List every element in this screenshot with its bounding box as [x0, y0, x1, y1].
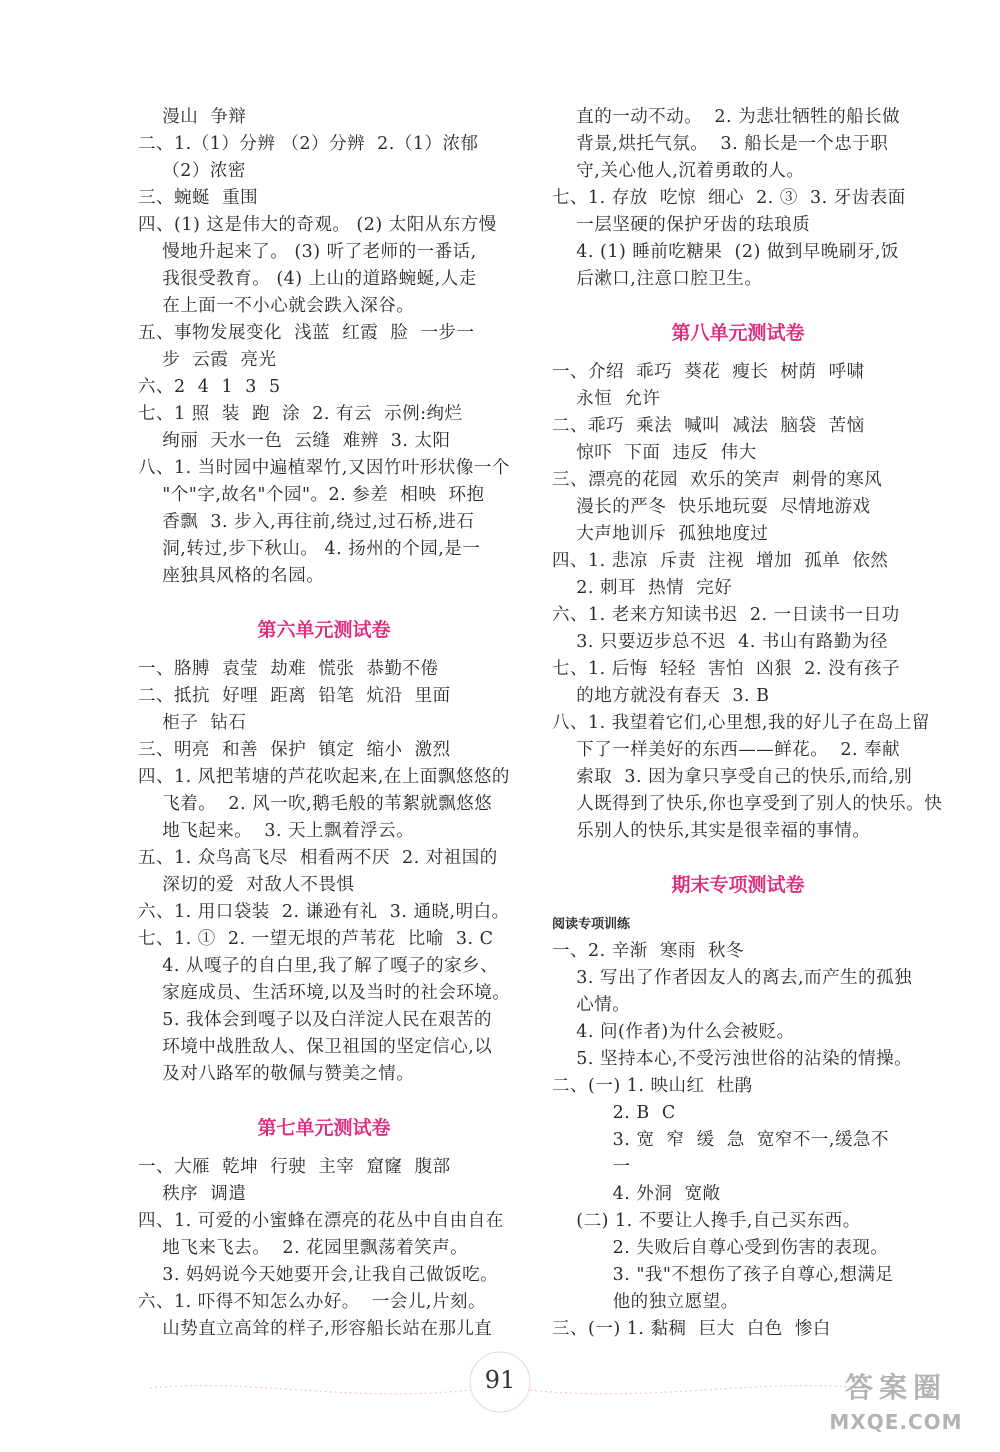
section-heading-final: 期末专项测试卷: [671, 874, 805, 896]
page-number: 91: [484, 1366, 516, 1394]
answer-line: 我很受教育。 (4) 上山的道路蜿蜒,人走: [138, 269, 477, 289]
subheading-reading-practice: 阅读专项训练: [552, 917, 631, 932]
answer-line: 六、1. 老来方知读书迟 2. 一日读书一日功: [552, 605, 900, 625]
answer-line: 七、1. 后悔 轻轻 害怕 凶狠 2. 没有孩子: [552, 659, 901, 679]
answer-line: 七、1 照 装 跑 涂 2. 有云 示例:绚烂: [138, 404, 463, 424]
answer-line: 2. 失败后自尊心受到伤害的表现。: [552, 1238, 889, 1258]
answer-line: 一层坚硬的保护牙齿的珐琅质: [552, 215, 811, 235]
answer-line: 五、事物发展变化 浅蓝 红霞 脸 一步一: [138, 323, 475, 343]
answer-line: 索取 3. 因为拿只享受自己的快乐,而给,别: [552, 767, 913, 787]
answer-line: 漫山 争辩: [138, 107, 247, 127]
answer-line: 柜子 钻石: [138, 713, 247, 733]
answer-line: 的地方就没有春天 3. B: [552, 686, 770, 706]
answer-line: 心情。: [552, 995, 631, 1015]
answer-line: 四、1. 悲凉 斥责 注视 增加 孤单 依然: [552, 551, 889, 571]
answer-line: （2）浓密: [138, 161, 246, 181]
right-column: [552, 104, 943, 1343]
answer-line: 八、1. 当时园中遍植翠竹,又因竹叶形状像一个: [138, 458, 510, 478]
answer-line: 步 云霞 亮光: [138, 350, 277, 370]
left-column: [138, 104, 510, 1343]
answer-line: "个"字,故名"个园"。2. 参差 相映 环抱: [138, 485, 485, 505]
answer-line: 三、(一) 1. 黏稠 巨大 白色 惨白: [552, 1319, 831, 1339]
answer-block-unit6: [138, 656, 510, 1088]
watermark-logo: 答案圈 MXQE.COM: [829, 1371, 963, 1434]
answer-line: 3. 妈妈说今天她要开会,让我自己做饭吃。: [138, 1265, 499, 1285]
answer-line: 一、胳膊 袁莹 劫难 慌张 恭勤不倦: [138, 659, 439, 679]
answer-line: 4. 外洞 宽敞: [552, 1184, 721, 1204]
section-heading-unit6: 第六单元测试卷: [257, 619, 391, 641]
answer-line: 3. "我"不想伤了孩子自尊心,想满足: [552, 1265, 894, 1285]
answer-line: 一、大雁 乾坤 行驶 主宰 窟窿 腹部: [138, 1157, 451, 1177]
answer-line: 四、1. 可爱的小蜜蜂在漂亮的花丛中自由自在: [138, 1211, 504, 1231]
answer-block-final: [552, 938, 924, 1343]
answer-line: 家庭成员、生活环境,以及当时的社会环境。: [138, 983, 511, 1003]
answer-line: 四、(1) 这是伟大的奇观。 (2) 太阳从东方慢: [138, 215, 497, 235]
answer-line: 2. B C: [552, 1103, 676, 1123]
answer-block-unit7: [138, 1154, 510, 1343]
answer-line: 永恒 允许: [552, 389, 661, 409]
answer-line: 后漱口,注意口腔卫生。: [552, 269, 763, 289]
answer-line: 下了一样美好的东西——鲜花。 2. 奉献: [552, 740, 901, 760]
answer-line: 七、1. ① 2. 一望无垠的芦苇花 比喻 3. C: [138, 929, 494, 949]
answer-line: 五、1. 众鸟高飞尽 相看两不厌 2. 对祖国的: [138, 848, 498, 868]
answer-line: 5. 坚持本心,不受污浊世俗的沾染的情操。: [552, 1049, 913, 1069]
answer-line: 座独具风格的名园。: [138, 566, 325, 586]
answer-line: 六、2 4 1 3 5: [138, 377, 281, 397]
answer-line: 三、明亮 和善 保护 镇定 缩小 激烈: [138, 740, 451, 760]
answer-line: 3. 宽 窄 缓 急 宽窄不一,缓急不: [552, 1130, 889, 1150]
answer-line: 3. 写出了作者因友人的离去,而产生的孤独: [552, 968, 913, 988]
answer-line: (二) 1. 不要让人搀手,自己买东西。: [552, 1211, 861, 1231]
answer-line: 3. 只要迈步总不迟 4. 书山有路勤为径: [552, 632, 888, 652]
answer-line: 八、1. 我望着它们,心里想,我的好儿子在岛上留: [552, 713, 930, 733]
answer-line: 背景,烘托气氛。 3. 船长是一个忠于职: [552, 134, 889, 154]
answer-line: 一、2. 辛渐 寒雨 秋冬: [552, 941, 745, 961]
answer-line: 香飘 3. 步入,再往前,绕过,过石桥,进石: [138, 512, 475, 532]
answer-line: 二、(一) 1. 映山红 杜鹃: [552, 1076, 753, 1096]
answer-line: 六、1. 用口袋装 2. 谦逊有礼 3. 通晓,明白。: [138, 902, 510, 922]
answer-line: 在上面一不小心就会跌入深谷。: [138, 296, 415, 316]
answer-line: 慢地升起来了。 (3) 听了老师的一番话,: [138, 242, 477, 262]
answer-line: 二、乖巧 乘法 喊叫 减法 脑袋 苦恼: [552, 416, 865, 436]
answer-line: 及对八路军的敬佩与赞美之情。: [138, 1064, 415, 1084]
section-heading-unit8: 第八单元测试卷: [671, 322, 805, 344]
answer-line: 秩序 调遣: [138, 1184, 247, 1204]
answer-line: 一、介绍 乖巧 葵花 瘦长 树荫 呼啸: [552, 362, 865, 382]
answer-line: 二、抵抗 好哩 距离 铅笔 炕沿 里面: [138, 686, 451, 706]
answer-block-unit8: [552, 359, 943, 845]
answer-line: 四、1. 风把苇塘的芦花吹起来,在上面飘悠悠的: [138, 767, 510, 787]
answer-line: 4. 问(作者)为什么会被贬。: [552, 1022, 795, 1042]
answer-line: 4. (1) 睡前吃糖果 (2) 做到早晚刷牙,饭: [552, 242, 899, 262]
answer-line: 一: [552, 1157, 631, 1177]
answer-line: 地飞起来。 3. 天上飘着浮云。: [138, 821, 415, 841]
answer-line: 人既得到了快乐,你也享受到了别人的快乐。快: [552, 794, 943, 814]
answer-line: 三、漂亮的花园 欢乐的笑声 刺骨的寒风: [552, 470, 883, 490]
answer-line: 六、1. 吓得不知怎么办好。 一会儿,片刻。: [138, 1292, 486, 1312]
answer-line: 他的独立愿望。: [552, 1292, 739, 1312]
answer-line: 环境中战胜敌人、保卫祖国的坚定信心,以: [138, 1037, 493, 1057]
answer-line: 乐别人的快乐,其实是很幸福的事情。: [552, 821, 871, 841]
answer-line: 七、1. 存放 吃惊 细心 2. ③ 3. 牙齿表面: [552, 188, 906, 208]
answer-line: 洞,转过,步下秋山。 4. 扬州的个园,是一: [138, 539, 481, 559]
answer-line: 三、蜿蜒 重围: [138, 188, 259, 208]
answer-line: 地飞来飞去。 2. 花园里飘荡着笑声。: [138, 1238, 469, 1258]
answer-line: 二、1.（1）分辨 （2）分辨 2.（1）浓郁: [138, 134, 479, 154]
section-heading-unit7: 第七单元测试卷: [257, 1117, 391, 1139]
answer-line: 4. 从嘎子的自白里,我了解了嘎子的家乡、: [138, 956, 499, 976]
answer-line: 山势直立高耸的样子,形容船长站在那儿直: [138, 1319, 493, 1339]
answer-line: 守,关心他人,沉着勇敢的人。: [552, 161, 805, 181]
answer-line: 惊吓 下面 违反 伟大: [552, 443, 757, 463]
answer-block-unit7-end: [552, 104, 924, 293]
answer-line: 漫长的严冬 快乐地玩耍 尽情地游戏: [552, 497, 871, 517]
answer-block-unit5-end: [138, 104, 510, 590]
answer-line: 深切的爱 对敌人不畏惧: [138, 875, 355, 895]
answer-line: 5. 我体会到嘎子以及白洋淀人民在艰苦的: [138, 1010, 493, 1030]
answer-line: 绚丽 天水一色 云缝 难辨 3. 太阳: [138, 431, 451, 451]
answer-line: 直的一动不动。 2. 为悲壮牺牲的船长做: [552, 107, 901, 127]
answer-line: 飞着。 2. 风一吹,鹅毛般的苇絮就飘悠悠: [138, 794, 493, 814]
answer-line: 大声地训斥 孤独地度过: [552, 524, 769, 544]
answer-line: 2. 刺耳 热情 完好: [552, 578, 733, 598]
